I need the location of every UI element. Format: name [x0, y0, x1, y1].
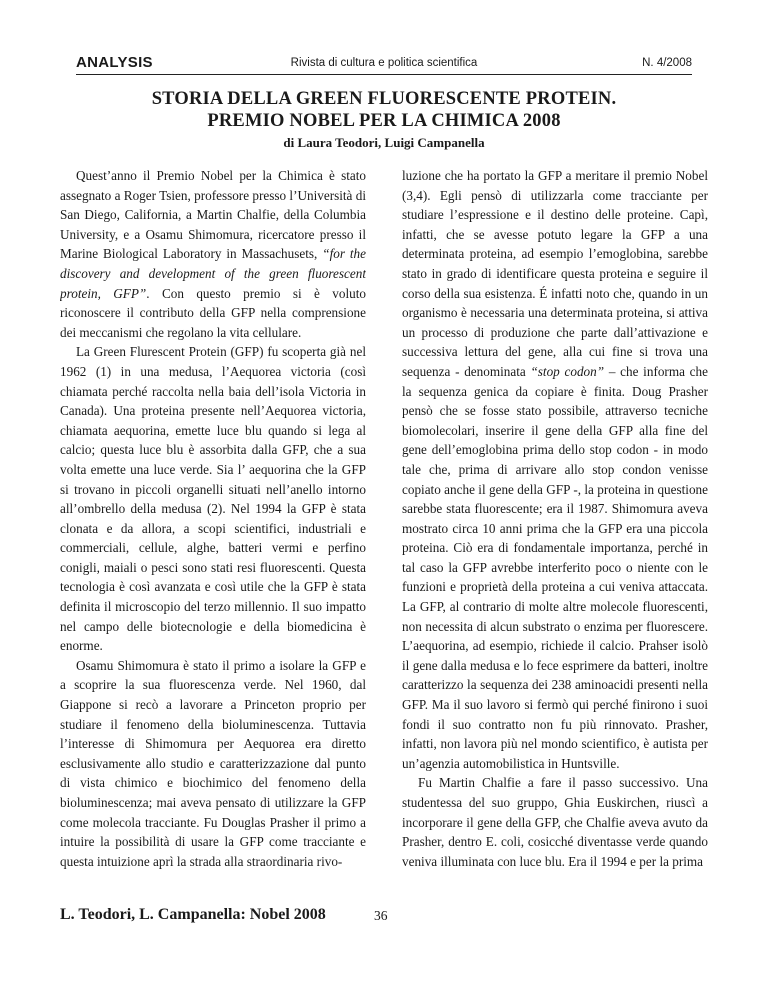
left-column	[60, 166, 366, 896]
page-number: 36	[374, 908, 388, 923]
award-citation: “for the discovery and development of the green fluorescent protein, GFP”	[60, 246, 366, 301]
right-column	[402, 166, 708, 896]
article-authors: di Laura Teodori, Luigi Campanella	[283, 135, 485, 150]
title-line-2: PREMIO NOBEL PER LA CHIMICA 2008	[207, 111, 561, 131]
running-header	[76, 54, 692, 75]
paragraph: Osamu Shimomura è stato il primo a isolare la GFP e a scoprire la sua fluorescenza verde. Nel 1960, dal Giappone si recò a lavorare a Princeton proprio per studiare il fenomeno della bioluminescenza. Tuttavia l’interesse di Shimomura per Aequorea era diretto esclusivamente allo studio e caratterizzazione dal punto di vista chimico e biochimico del fenomeno della bioluminescenza; mai aveva pensato di utilizzare la GFP come molecola tracciante. Fu Douglas Prasher il primo a intuire la possibilità di usare la GFP come tracciante e questa intuizione aprì la strada alla straordinaria rivo-	[60, 657, 366, 869]
paragraph: Quest’anno il Premio Nobel per la Chimica è stato assegnato a Roger Tsien, professore presso l’Università di San Diego, California, a Martin Chalfie, della Columbia University, e a Osamu Shimomura, ricercatore presso il Marine Biological Laboratory in Massachusets, “for the discovery and development of the green fluorescent protein, GFP”. Con questo premio si è voluto riconoscere il contributo della GFP nella comprensione dei meccanismi che regolano la vita cellulare.	[60, 168, 366, 340]
paragraph: La Green Flurescent Protein (GFP) fu scoperta già nel 1962 (1) in una medusa, l’Aequorea victoria (così chiamata perché raccolta nella baia dell’isola Victoria in Canada). Una proteina presente nell’Aequorea victoria, chiamata aequorina, emette luce blu quando si lega al calcio; questa luce blu è assorbita dalla GFP, che a sua volta emette una luce verde. Sia l’ aequorina che la GFP si trovano in piccoli organelli situati nell’anello intorno all’ombrello della medusa (2). Nel 1994 la GFP è stata clonata e da allora, a scopi scientifici, industriali e commerciali, cellule, alghe, batteri vermi e perfino conigli, maiali o pesci sono stati resi fluorescenti. Questa tecnologia è così avanzata e così utile che la GFP è stata definita il microscopio del terzo millennio. Il suo impatto nel campo delle biotecnologie e della biomedicina è enorme.	[60, 344, 366, 654]
running-footer-title: L. Teodori, L. Campanella: Nobel 2008	[60, 906, 326, 923]
paragraph: luzione che ha portato la GFP a meritare il premio Nobel (3,4). Egli pensò di utilizzarla come tracciante per studiare l’espressione e il destino delle proteine. Capì, infatti, che se avesse potuto legare la GFP a una determinata proteina, ad esempio l’emoglobina, sarebbe stato in grado di identificare questa proteina e seguire il corso della sua esistenza. É infatti noto che, quando in un organismo è necessaria una determinata proteina, si attiva un processo di produzione che parte dall’attivazione e successiva lettura del gene, alla cui fine si trova una sequenza - denominata “stop codon” – che informa che la sequenza genica da copiare è finita. Doug Prasher pensò che se fosse stato possibile, attraverso tecniche biomolecolari, inserire il gene della GFP alla fine del gene dell’emoglobina prima dello stop codon - in modo tale che, prima di arrivare allo stop condon venisse copiato anche il gene della GFP -, la proteina in questione sarebbe stata fluorescente; era il 1987. Shimomura aveva mostrato circa 10 anni prima che la GFP era una piccola proteina. Ciò era di fondamentale importanza, perché in tal caso la GFP avrebbe interferito poco o niente con le funzioni e proprietà della proteina a cui veniva attaccata. La GFP, al contrario di molte altre molecole fluorescenti, non necessita di alcun substrato o enzima per fluorescere. L’aequorina, ad esempio, richiede il calcio. Prahser isolò il gene dalla medusa e lo fece esprimere da batteri, inoltre caratterizzo la sequenza dei 238 aminoacidi presenti nella GFP. Ma il suo lavoro si fermò qui perché finirono i suoi fondi il suo contratto non fu più rinnovato. Prasher, infatti, non lavora più nel mondo scientifico, è autista per un’agenzia automobilistica in Huntsville.	[402, 168, 708, 771]
article-title	[60, 88, 708, 132]
journal-name: Rivista di cultura e politica scientifica	[290, 57, 478, 69]
title-line-1: STORIA DELLA GREEN FLUORESCENTE PROTEIN.	[151, 89, 617, 109]
section-label: ANALYSIS	[76, 54, 153, 71]
issue-number: N. 4/2008	[642, 57, 692, 69]
stop-codon-term: “stop codon”	[530, 363, 605, 379]
paragraph: Fu Martin Chalfie a fare il passo successivo. Una studentessa del suo gruppo, Ghia Euskirchen, riuscì a incorporare il gene della GFP, che Chalfie aveva avuto da Prasher, dentro E. coli, cosicché diventasse verde quando veniva illuminata con luce blu. Era il 1994 e per la prima	[402, 775, 708, 869]
